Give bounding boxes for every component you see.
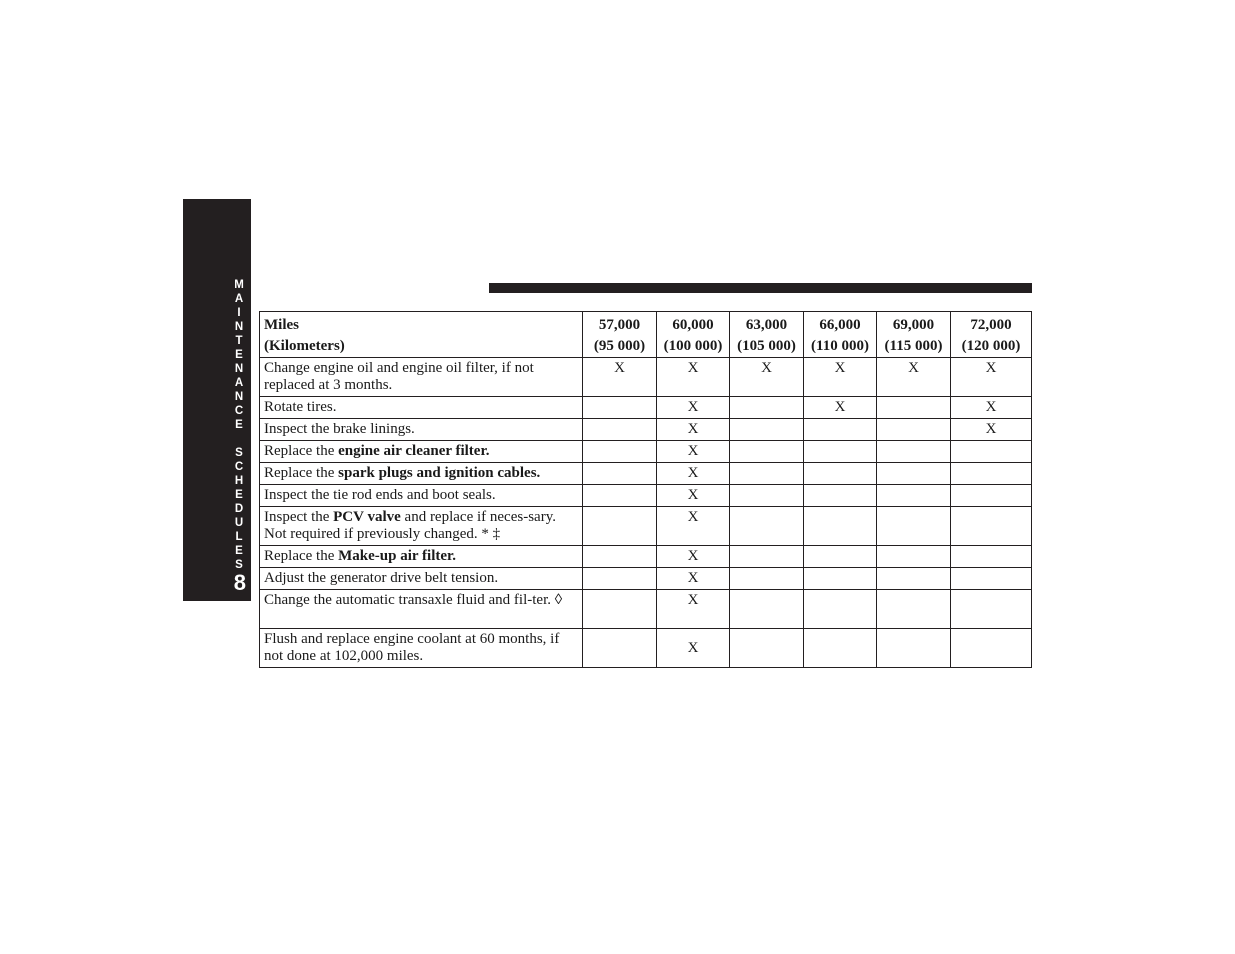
- side-letter: L: [235, 531, 243, 543]
- service-mark-cell: [951, 568, 1032, 590]
- service-mark-cell: [804, 568, 877, 590]
- service-description-text: Adjust the generator drive belt tension.: [264, 570, 499, 586]
- table-body: [260, 358, 1032, 668]
- table-row: [260, 568, 1032, 590]
- service-mark-cell: [804, 485, 877, 507]
- service-description: [260, 463, 583, 485]
- service-mark-cell: X: [951, 419, 1032, 441]
- service-mark-cell: [730, 629, 804, 668]
- service-description: [260, 485, 583, 507]
- side-letter: D: [234, 503, 244, 515]
- header-miles-kilometers: [260, 312, 583, 358]
- side-letter: E: [235, 489, 243, 501]
- side-letter: C: [234, 461, 244, 473]
- service-mark-cell: [877, 546, 951, 568]
- service-description-text: Change the automatic transaxle fluid and fil-ter. ◊: [264, 592, 563, 608]
- service-mark-cell: [877, 507, 951, 546]
- service-mark-cell: X: [804, 358, 877, 397]
- maintenance-schedule-table: [259, 311, 1032, 668]
- service-mark-cell: X: [657, 546, 730, 568]
- service-mark-cell: [730, 546, 804, 568]
- service-mark-cell: [730, 441, 804, 463]
- service-mark-cell: [583, 507, 657, 546]
- service-description-text: Rotate tires.: [264, 399, 337, 415]
- table-row: [260, 358, 1032, 397]
- service-mark-cell: [877, 419, 951, 441]
- service-mark-cell: [804, 590, 877, 629]
- service-mark-cell: [951, 441, 1032, 463]
- interval-km: (115 000): [884, 338, 943, 354]
- service-mark-cell: [804, 463, 877, 485]
- side-letter: A: [234, 293, 244, 305]
- service-description: [260, 629, 583, 668]
- service-mark-cell: X: [657, 397, 730, 419]
- interval-miles: 69,000: [892, 317, 935, 333]
- service-mark-cell: X: [730, 358, 804, 397]
- service-description-emphasis: Make-up air filter.: [338, 548, 457, 564]
- service-mark-cell: X: [657, 419, 730, 441]
- service-mark-cell: [583, 463, 657, 485]
- side-letter: S: [235, 559, 243, 571]
- service-mark-cell: [583, 546, 657, 568]
- service-description-emphasis: engine air cleaner filter.: [338, 443, 490, 459]
- service-mark-cell: [583, 397, 657, 419]
- header-miles-label: Miles: [264, 317, 299, 333]
- table-row: [260, 419, 1032, 441]
- service-mark-cell: [877, 590, 951, 629]
- service-mark-cell: [877, 441, 951, 463]
- service-mark-cell: [951, 507, 1032, 546]
- service-description: [260, 546, 583, 568]
- service-description: [260, 507, 583, 546]
- section-title-vertical: [233, 278, 245, 572]
- interval-miles: 66,000: [819, 317, 861, 333]
- table-row: [260, 629, 1032, 668]
- service-mark-cell: [804, 629, 877, 668]
- service-mark-cell: [730, 507, 804, 546]
- service-mark-cell: [583, 590, 657, 629]
- header-kilometers-label: (Kilometers): [264, 338, 345, 354]
- table-row: [260, 590, 1032, 629]
- service-description: [260, 568, 583, 590]
- interval-km: (100 000): [663, 338, 723, 354]
- header-interval: [804, 312, 877, 358]
- side-letter: S: [235, 447, 243, 459]
- service-description: [260, 441, 583, 463]
- interval-miles: 72,000: [970, 317, 1012, 333]
- interval-miles: 63,000: [745, 317, 788, 333]
- service-description-text: Change engine oil and engine oil filter, if not replaced at 3 months.: [264, 360, 534, 393]
- service-mark-cell: [730, 463, 804, 485]
- service-description-text: Inspect the brake linings.: [264, 421, 415, 437]
- table-row: [260, 546, 1032, 568]
- service-mark-cell: [951, 629, 1032, 668]
- service-mark-cell: [583, 441, 657, 463]
- service-mark-cell: X: [657, 507, 730, 546]
- service-mark-cell: X: [657, 441, 730, 463]
- interval-km: (120 000): [961, 338, 1021, 354]
- service-mark-cell: [877, 629, 951, 668]
- header-interval: [583, 312, 657, 358]
- service-description-text: Replace the: [264, 465, 339, 481]
- service-mark-cell: [804, 546, 877, 568]
- service-mark-cell: X: [657, 629, 730, 668]
- service-mark-cell: [877, 463, 951, 485]
- interval-km: (110 000): [811, 338, 869, 354]
- side-letter: A: [234, 377, 244, 389]
- service-mark-cell: [730, 568, 804, 590]
- service-mark-cell: [583, 629, 657, 668]
- chapter-number: 8: [233, 570, 246, 595]
- side-letter: M: [234, 279, 244, 291]
- side-letter: E: [235, 419, 243, 431]
- service-mark-cell: [877, 568, 951, 590]
- service-description: [260, 358, 583, 397]
- table-row: [260, 463, 1032, 485]
- side-letter: N: [234, 363, 244, 375]
- service-mark-cell: [951, 463, 1032, 485]
- header-interval: [657, 312, 730, 358]
- table-header-row: [260, 312, 1032, 358]
- service-description-text: Inspect the: [264, 509, 334, 525]
- header-interval: [730, 312, 804, 358]
- service-mark-cell: [730, 590, 804, 629]
- service-description: [260, 419, 583, 441]
- service-mark-cell: X: [951, 358, 1032, 397]
- side-letter: T: [235, 335, 243, 347]
- side-letter: U: [234, 517, 244, 529]
- side-letter: N: [234, 321, 244, 333]
- side-letter: H: [234, 475, 244, 487]
- service-mark-cell: [583, 568, 657, 590]
- service-mark-cell: [951, 590, 1032, 629]
- service-description-text: Replace the: [264, 548, 339, 564]
- table-row: [260, 485, 1032, 507]
- interval-miles: 60,000: [672, 317, 714, 333]
- header-interval: [877, 312, 951, 358]
- header-rule-bar: [489, 283, 1032, 293]
- side-letter: I: [237, 307, 241, 319]
- service-mark-cell: [877, 397, 951, 419]
- service-description-text: Inspect the tie rod ends and boot seals.: [264, 487, 496, 503]
- service-mark-cell: [583, 419, 657, 441]
- side-letter: E: [235, 545, 243, 557]
- header-interval: [951, 312, 1032, 358]
- side-letter: N: [234, 391, 244, 403]
- side-letter: E: [235, 349, 243, 361]
- service-mark-cell: [730, 485, 804, 507]
- side-letter: C: [234, 405, 244, 417]
- table-row: [260, 507, 1032, 546]
- interval-km: (105 000): [737, 338, 796, 354]
- service-description-emphasis: spark plugs and ignition cables.: [338, 465, 541, 481]
- service-mark-cell: X: [804, 397, 877, 419]
- service-mark-cell: X: [951, 397, 1032, 419]
- interval-km: (95 000): [593, 338, 646, 354]
- section-side-tab: [183, 199, 251, 601]
- service-mark-cell: [877, 485, 951, 507]
- service-mark-cell: [951, 546, 1032, 568]
- service-mark-cell: [951, 485, 1032, 507]
- service-mark-cell: [730, 397, 804, 419]
- service-mark-cell: [804, 419, 877, 441]
- service-description-text: Replace the: [264, 443, 339, 459]
- interval-miles: 57,000: [598, 317, 641, 333]
- service-mark-cell: X: [657, 485, 730, 507]
- table-row: [260, 397, 1032, 419]
- service-description-text: Flush and replace engine coolant at 60 months, if not done at 102,000 miles.: [264, 631, 560, 664]
- service-mark-cell: X: [877, 358, 951, 397]
- service-mark-cell: [804, 441, 877, 463]
- service-description: [260, 397, 583, 419]
- service-mark-cell: X: [583, 358, 657, 397]
- service-mark-cell: [583, 485, 657, 507]
- service-mark-cell: X: [657, 568, 730, 590]
- service-mark-cell: [730, 419, 804, 441]
- service-mark-cell: X: [657, 358, 730, 397]
- service-description-emphasis: PCV valve: [333, 509, 401, 525]
- service-description-text: and replace if neces-sary. Not required if previously changed. * ‡: [264, 509, 556, 542]
- service-mark-cell: X: [657, 463, 730, 485]
- table-row: [260, 441, 1032, 463]
- service-mark-cell: X: [657, 590, 730, 629]
- service-description: [260, 590, 583, 629]
- service-mark-cell: [804, 507, 877, 546]
